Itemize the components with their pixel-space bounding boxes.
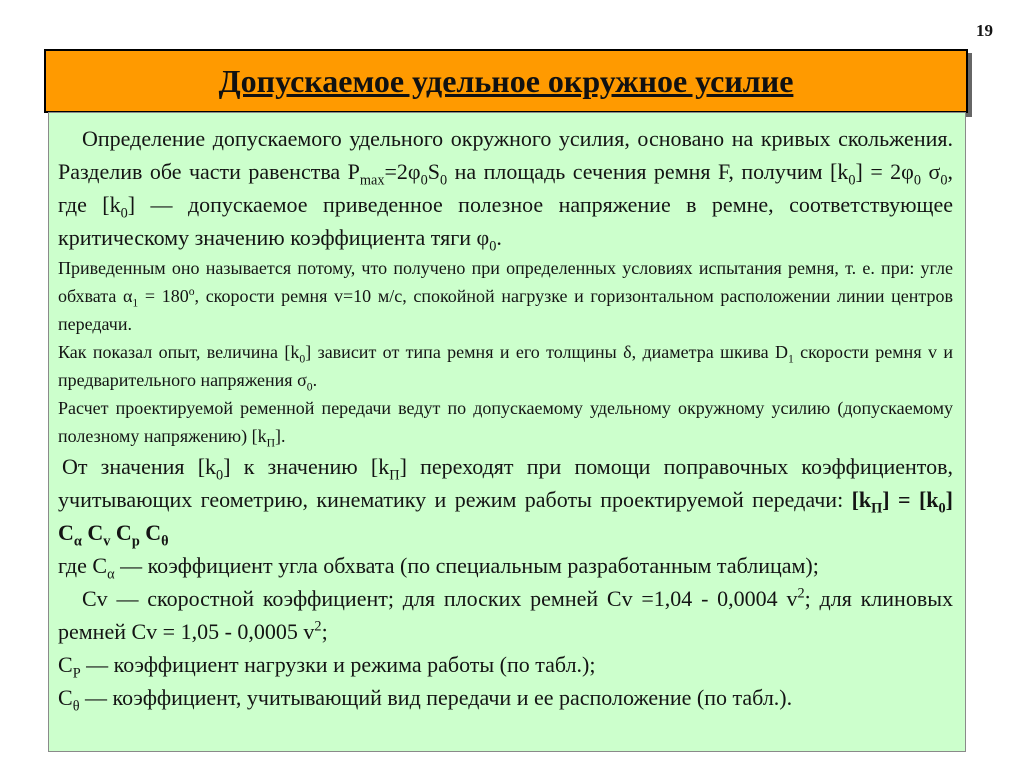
correction-formula: $[k_П] = [k_0]$ $C_\alpha$ $C_v$ $C_p$ $C_\theta$ — [58, 487, 953, 550]
page-number: 19 — [976, 21, 993, 40]
paragraph-design-basis: Расчет проектируемой ременной передачи ведут по допускаемому удельному окружному усилию (допускаемому полезному напряжению) $[k_П]$. — [58, 398, 953, 450]
title-banner — [44, 49, 968, 113]
paragraph-correction-formula: От значения $[k_0]$ к значению $[k_П]$ переходят при помощи поправочных коэффициентов, учитывающих геометрию, кинематику и режим работы проектируемой передачи: $[k_П] = [k_0]$ $C_\alpha$ $C_v$ $C_p$ $C_\theta$ — [58, 454, 953, 550]
paragraph-definition: Определение допускаемого удельного окружного усилия, основано на кривых скольжения. Разделив обе части равенства $P_{max}=2\varphi_0S_0$ на площадь сечения ремня F, получим $[k_0] = 2\varphi_0$ $\sigma_0$, где $[k_0]$ — допускаемое приведенное полезное напряжение в ремне, соответствующее критическому значению коэффициента тяги $\varphi_0$. — [58, 126, 953, 255]
paragraph-dependencies: Как показал опыт, величина $[k_0]$ зависит от типа ремня и его толщины δ, диаметра шкива $D_1$ скорости ремня v и предварительного напряжения $\sigma_0$. — [58, 342, 953, 394]
coefficient-c-alpha: где $C_\alpha$ — коэффициент угла обхвата (по специальным разработанным таблицам); — [58, 553, 819, 583]
content-box — [48, 112, 966, 752]
coefficient-c-theta: $C_\theta$ — коэффициент, учитывающий вид передачи и ее расположение (по табл.). — [58, 685, 793, 715]
coefficient-cp: $C_P$ — коэффициент нагрузки и режима работы (по табл.); — [58, 652, 596, 682]
coefficient-cv: Cv — скоростной коэффициент; для плоских ремней Cv =1,04 - 0,0004 $v^2$; для клиновых ремней Cv = 1,05 - 0,0005 $v^2$; — [58, 585, 953, 644]
slide-title: Допускаемое удельное окружное усилие — [218, 62, 794, 99]
paragraph-reduced-stress: Приведенным оно называется потому, что получено при определенных условиях испытания ремня, т. е. при: угле обхвата $\alpha_1 = 180^o$, скорости ремня v=10 м/с, спокойной нагрузке и горизонтальном расположении линии центров передачи. — [58, 258, 954, 334]
